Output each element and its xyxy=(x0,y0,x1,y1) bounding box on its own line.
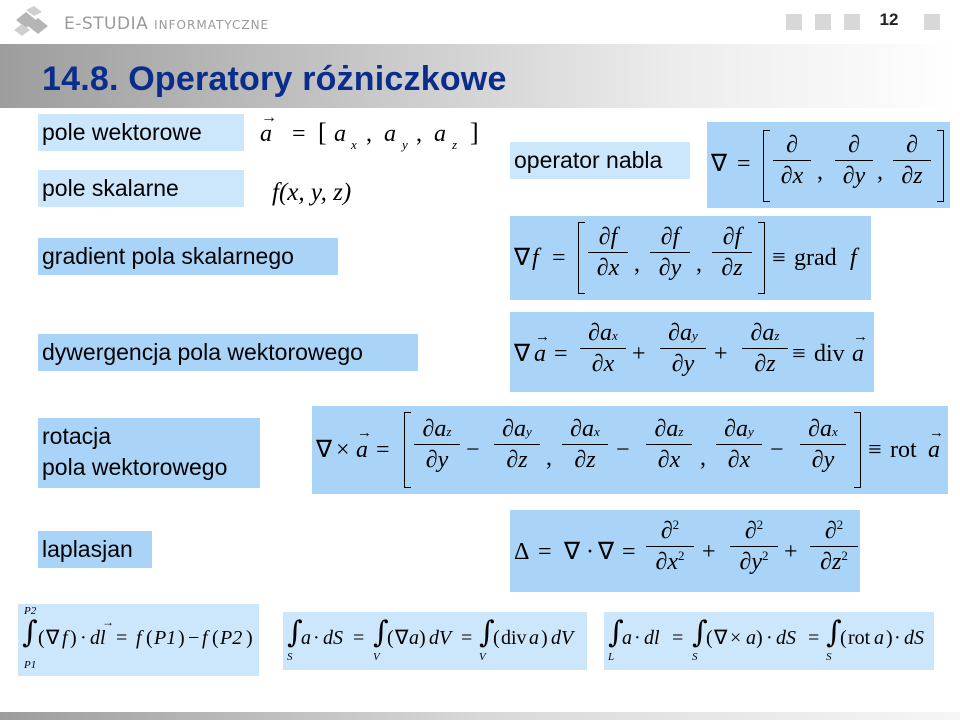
formula-rotation xyxy=(312,406,948,494)
bracket-left xyxy=(578,222,585,294)
equals-sign: = xyxy=(737,151,751,177)
nabla-symbol: ∇ xyxy=(395,627,409,649)
equals-sign-2: = xyxy=(808,627,820,649)
vector-a-symbol-2: a xyxy=(746,627,756,649)
paren-open-p2: ( xyxy=(212,627,219,649)
frac-day-dy: $\frac{\partial ay}{\partial y}$ xyxy=(660,320,706,378)
limit-s-1: S xyxy=(692,651,698,663)
comma-1: , xyxy=(546,445,552,471)
scalar-function: f(x, y, z) xyxy=(272,179,352,206)
vector-a-symbol-2: a xyxy=(409,627,419,649)
component-az-a: a xyxy=(434,121,446,147)
frac-day-dx: $\frac{\partial ay}{\partial x}$ xyxy=(716,416,762,474)
label-laplacian: laplasjan xyxy=(38,531,152,568)
vector-arrow-icon: → xyxy=(929,425,944,441)
component-ay-a: a xyxy=(384,121,396,147)
formula-divergence xyxy=(510,312,874,392)
formula-gradient xyxy=(510,216,871,300)
nabla-symbol: ∇ xyxy=(514,245,531,271)
dot-sign-3: · xyxy=(894,627,901,649)
paren-close-p2: ) xyxy=(246,627,253,649)
grad-operator: grad xyxy=(794,245,837,271)
frac-daz-dz: $\frac{\partial az}{\partial z}$ xyxy=(742,320,788,378)
comma-1: , xyxy=(634,251,640,277)
f-p1-f: f xyxy=(136,627,142,649)
minus-1: − xyxy=(466,437,480,463)
frac-df-dx: $\frac{\partial f}{\partial x}$ xyxy=(588,224,628,282)
paren-open-2: ( xyxy=(840,627,847,649)
frac-d-dy: ∂ ∂y xyxy=(835,132,873,190)
bracket-close: ] xyxy=(470,118,479,147)
nabla-symbol: ∇ xyxy=(711,151,728,177)
dot-sign: · xyxy=(80,627,87,649)
comma-2: , xyxy=(877,159,883,185)
comma-1: , xyxy=(366,121,372,147)
formula-nabla xyxy=(707,122,950,208)
equiv-sign: ≡ xyxy=(792,341,806,367)
vector-a-symbol: a xyxy=(301,627,311,649)
frac-daz-dy: $\frac{\partial az}{\partial y}$ xyxy=(414,416,460,474)
ds-symbol: dS xyxy=(776,627,796,649)
plus-1: + xyxy=(702,539,716,565)
rot-operator: rot xyxy=(848,627,871,649)
component-ax-a: a xyxy=(334,121,346,147)
vector-arrow-icon: → xyxy=(357,425,372,441)
integral-sign-1: ∫ xyxy=(287,615,303,650)
label-vector-field: pole wektorowe xyxy=(38,114,244,151)
frac-d2-dy2: $\frac{\partial^2}{\partial y^2}$ xyxy=(730,518,778,576)
dot-sign: · xyxy=(313,627,320,649)
nav-square-3[interactable] xyxy=(844,14,860,30)
label-rotation xyxy=(38,418,260,488)
equals-sign: = xyxy=(552,245,566,271)
formula-stokes-theorem xyxy=(604,612,934,670)
component-ay-sub: y xyxy=(402,137,408,152)
vector-a-symbol: a xyxy=(852,341,864,367)
bracket-left xyxy=(404,412,411,488)
ds-symbol-2: dS xyxy=(904,627,924,649)
equals-sign-1: = xyxy=(353,627,365,649)
minus-sign: − xyxy=(188,627,200,649)
dv-symbol: dV xyxy=(429,627,452,649)
integral-sign-3: ∫ xyxy=(826,615,842,650)
limit-upper-p2: P2 xyxy=(24,605,37,617)
frac-df-dz: $\frac{\partial f}{\partial z}$ xyxy=(712,224,752,282)
formula-gradient-theorem xyxy=(18,604,259,676)
frac-d-dz: ∂ ∂z xyxy=(893,132,931,190)
comma-2: , xyxy=(696,251,702,277)
logo-sub-text: INFORMATYCZNE xyxy=(154,18,270,32)
equiv-sign: ≡ xyxy=(772,245,786,271)
frac-day-dz: $\frac{\partial ay}{\partial z}$ xyxy=(494,416,540,474)
comma-1: , xyxy=(817,159,823,185)
cross-sign: × xyxy=(336,437,350,463)
paren-open-p1: ( xyxy=(146,627,153,649)
bracket-right xyxy=(854,412,861,488)
cross-sign: × xyxy=(730,627,742,649)
vector-arrow-icon: → xyxy=(853,329,868,345)
label-divergence: dywergencja pola wektorowego xyxy=(38,334,418,371)
component-ax-sub: x xyxy=(351,137,357,152)
e-studia-logo-icon xyxy=(12,6,54,38)
equals-sign: = xyxy=(292,121,306,147)
formula-laplacian xyxy=(510,510,860,592)
plus-2: + xyxy=(784,539,798,565)
paren-open: ( xyxy=(38,627,45,649)
frac-dax-dz: $\frac{\partial ax}{\partial z}$ xyxy=(562,416,608,474)
integral-sign-2: ∫ xyxy=(692,615,708,650)
div-operator: div xyxy=(814,341,845,367)
comma-2: , xyxy=(416,121,422,147)
vector-a-symbol-3: a xyxy=(874,627,884,649)
div-operator: div xyxy=(501,627,527,649)
paren-open: ( xyxy=(387,627,394,649)
paren-close: ) xyxy=(756,627,763,649)
label-rotation-line1: rotacja xyxy=(42,423,112,449)
f-symbol: f xyxy=(532,245,539,271)
nabla-symbol: ∇ xyxy=(46,627,60,649)
frac-df-dy: $\frac{\partial f}{\partial y}$ xyxy=(650,224,690,282)
frac-dax-dy: $\frac{\partial ax}{\partial y}$ xyxy=(800,416,846,474)
nav-square-1[interactable] xyxy=(786,14,802,30)
plus-2: + xyxy=(714,341,728,367)
p1-value: P1 xyxy=(154,627,177,649)
label-nabla-operator: operator nabla xyxy=(510,142,690,179)
equals-sign-2: = xyxy=(622,539,636,565)
dl-symbol: dl xyxy=(90,627,106,649)
paren-close-p1: ) xyxy=(178,627,185,649)
dl-symbol: dl xyxy=(644,627,660,649)
equals-sign: = xyxy=(554,341,568,367)
minus-2: − xyxy=(616,437,630,463)
dv-symbol-2: dV xyxy=(551,627,574,649)
paren-open-2: ( xyxy=(493,627,500,649)
paren-close: ) xyxy=(419,627,426,649)
logo xyxy=(12,6,270,38)
paren-close-2: ) xyxy=(886,627,893,649)
footer-bar xyxy=(0,712,960,720)
bracket-open: [ xyxy=(318,118,327,147)
page-title: 14.8. Operatory różniczkowe xyxy=(42,60,507,98)
equals-sign-1: = xyxy=(672,627,684,649)
f-symbol: f xyxy=(850,245,857,271)
vector-arrow-icon: → xyxy=(261,109,277,126)
label-rotation-line2: pola wektorowego xyxy=(42,454,228,480)
limit-lower-p1: P1 xyxy=(24,659,37,671)
formula-divergence-theorem xyxy=(283,612,587,670)
paren-close: ) xyxy=(70,627,77,649)
frac-d2-dx2: $\frac{\partial^2}{\partial x^2}$ xyxy=(646,518,694,576)
f-symbol: f xyxy=(62,627,68,649)
nabla-symbol-2: ∇ xyxy=(598,539,615,565)
limit-l: L xyxy=(608,651,615,663)
integral-sign-1: ∫ xyxy=(608,615,624,650)
equiv-sign: ≡ xyxy=(868,437,882,463)
logo-main-text: E-STUDIA xyxy=(64,14,149,34)
vector-arrow-icon: → xyxy=(102,615,114,629)
component-az-sub: z xyxy=(452,137,458,152)
frac-daz-dx: $\frac{\partial az}{\partial x}$ xyxy=(646,416,692,474)
nabla-symbol: ∇ xyxy=(316,437,333,463)
bracket-right xyxy=(758,222,765,294)
formula-scalar-field xyxy=(268,172,388,212)
paren-close-2: ) xyxy=(541,627,548,649)
page-number: 12 xyxy=(879,10,899,29)
vector-a-symbol: a xyxy=(622,627,632,649)
nabla-symbol: ∇ xyxy=(714,627,728,649)
limit-v-2: V xyxy=(479,651,486,663)
integral-sign: ∫ xyxy=(22,615,38,650)
vector-a-symbol: a xyxy=(356,437,368,463)
frac-dax-dx: $\frac{\partial ax}{\partial x}$ xyxy=(580,320,626,378)
limit-s-2: S xyxy=(826,651,832,663)
ds-symbol: dS xyxy=(323,627,343,649)
comma-2: , xyxy=(700,445,706,471)
dot-sign: · xyxy=(586,539,594,565)
f-p2-f: f xyxy=(202,627,208,649)
vector-a-symbol: a xyxy=(534,341,546,367)
vector-a-symbol: a xyxy=(928,437,940,463)
formula-vector-field xyxy=(256,109,496,158)
equals-sign: = xyxy=(376,437,390,463)
nav-square-4[interactable] xyxy=(924,14,940,30)
integral-sign-3: ∫ xyxy=(479,615,495,650)
bracket-right xyxy=(937,130,944,202)
minus-3: − xyxy=(770,437,784,463)
plus-1: + xyxy=(632,341,646,367)
nabla-symbol: ∇ xyxy=(514,341,531,367)
integral-sign-2: ∫ xyxy=(373,615,389,650)
frac-d2-dz2: $\frac{\partial^2}{\partial z^2}$ xyxy=(810,518,858,576)
nav-square-2[interactable] xyxy=(815,14,831,30)
dot-sign: · xyxy=(634,627,641,649)
bracket-left xyxy=(763,130,770,202)
label-gradient: gradient pola skalarnego xyxy=(38,238,338,275)
equals-sign-1: = xyxy=(538,539,552,565)
nabla-symbol-1: ∇ xyxy=(564,539,581,565)
logo-text xyxy=(64,14,269,34)
p2-value: P2 xyxy=(220,627,243,649)
vector-a-symbol-3: a xyxy=(529,627,539,649)
paren-open: ( xyxy=(706,627,713,649)
limit-v-1: V xyxy=(373,651,380,663)
rot-operator: rot xyxy=(890,437,917,463)
delta-symbol: Δ xyxy=(514,539,530,565)
vector-arrow-icon: → xyxy=(535,329,550,345)
equals-sign-2: = xyxy=(461,627,473,649)
vector-a-symbol: a xyxy=(260,121,272,147)
frac-d-dx: ∂ ∂x xyxy=(773,132,811,190)
limit-s: S xyxy=(287,651,293,663)
label-scalar-field: pole skalarne xyxy=(38,170,244,207)
equals-sign: = xyxy=(116,627,128,649)
dot-sign-2: · xyxy=(766,627,773,649)
